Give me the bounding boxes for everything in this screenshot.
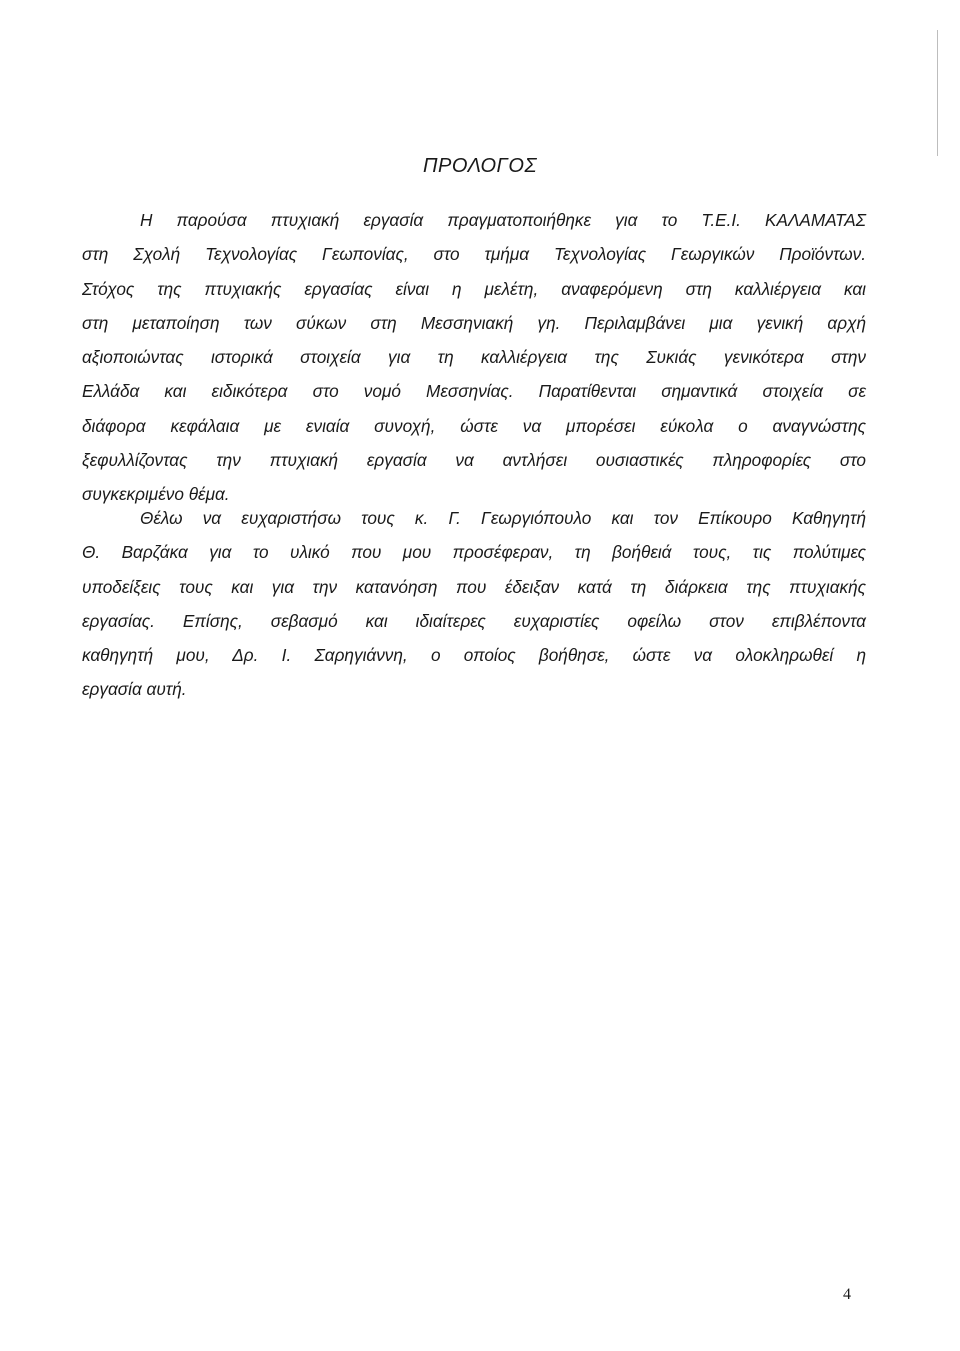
text-line: Θ. Βαρζάκα για το υλικό που μου προσέφεραν, τη βοήθειά τους, τις πολύτιμες [82, 542, 866, 563]
text-line: εργασίας. Επίσης, σεβασμό και ιδιαίτερες ευχαριστίες οφείλω στον επιβλέποντα [82, 610, 866, 631]
paragraph-intro [82, 203, 866, 512]
scan-edge-line [937, 30, 938, 156]
text-line: υποδείξεις τους και για την κατανόηση που έδειξαν κατά τη διάρκεια της πτυχιακής [82, 576, 866, 597]
text-line: στη Σχολή Τεχνολογίας Γεωπονίας, στο τμήμα Τεχνολογίας Γεωργικών Προϊόντων. [82, 244, 866, 265]
page-number: 4 [843, 1286, 851, 1303]
text-line: Η παρούσα πτυχιακή εργασία πραγματοποιήθηκε για το Τ.Ε.Ι. ΚΑΛΑΜΑΤΑΣ [140, 210, 866, 230]
text-line: εργασία αυτή. [82, 679, 187, 700]
page-title: ΠΡΟΛΟΓΟΣ [423, 155, 537, 177]
text-line: στη μεταποίηση των σύκων στη Μεσσηνιακή γη. Περιλαμβάνει μια γενική αρχή [82, 312, 866, 333]
text-line: καθηγητή μου, Δρ. Ι. Σαρηγιάννη, ο οποίος βοήθησε, ώστε να ολοκληρωθεί η [82, 645, 866, 666]
text-line: Ελλάδα και ειδικότερα στο νομό Μεσσηνίας. Παρατίθενται σημαντικά στοιχεία σε [82, 381, 866, 402]
text-line: αξιοποιώντας ιστορικά στοιχεία για τη καλλιέργεια της Συκιάς γενικότερα στην [82, 347, 866, 368]
text-line: Θέλω να ευχαριστήσω τους κ. Γ. Γεωργιόπουλο και τον Επίκουρο Καθηγητή [140, 508, 866, 528]
paragraph-acknowledgements [82, 501, 866, 707]
text-line: Στόχος της πτυχιακής εργασίας είναι η μελέτη, αναφερόμενη στη καλλιέργεια και [82, 278, 866, 299]
text-line: συγκεκριμένο θέμα. [82, 484, 230, 505]
text-line: ξεφυλλίζοντας την πτυχιακή εργασία να αντλήσει ουσιαστικές πληροφορίες στο [82, 450, 866, 471]
text-line: διάφορα κεφάλαια με ενιαία συνοχή, ώστε να μπορέσει εύκολα ο αναγνώστης [82, 415, 866, 436]
